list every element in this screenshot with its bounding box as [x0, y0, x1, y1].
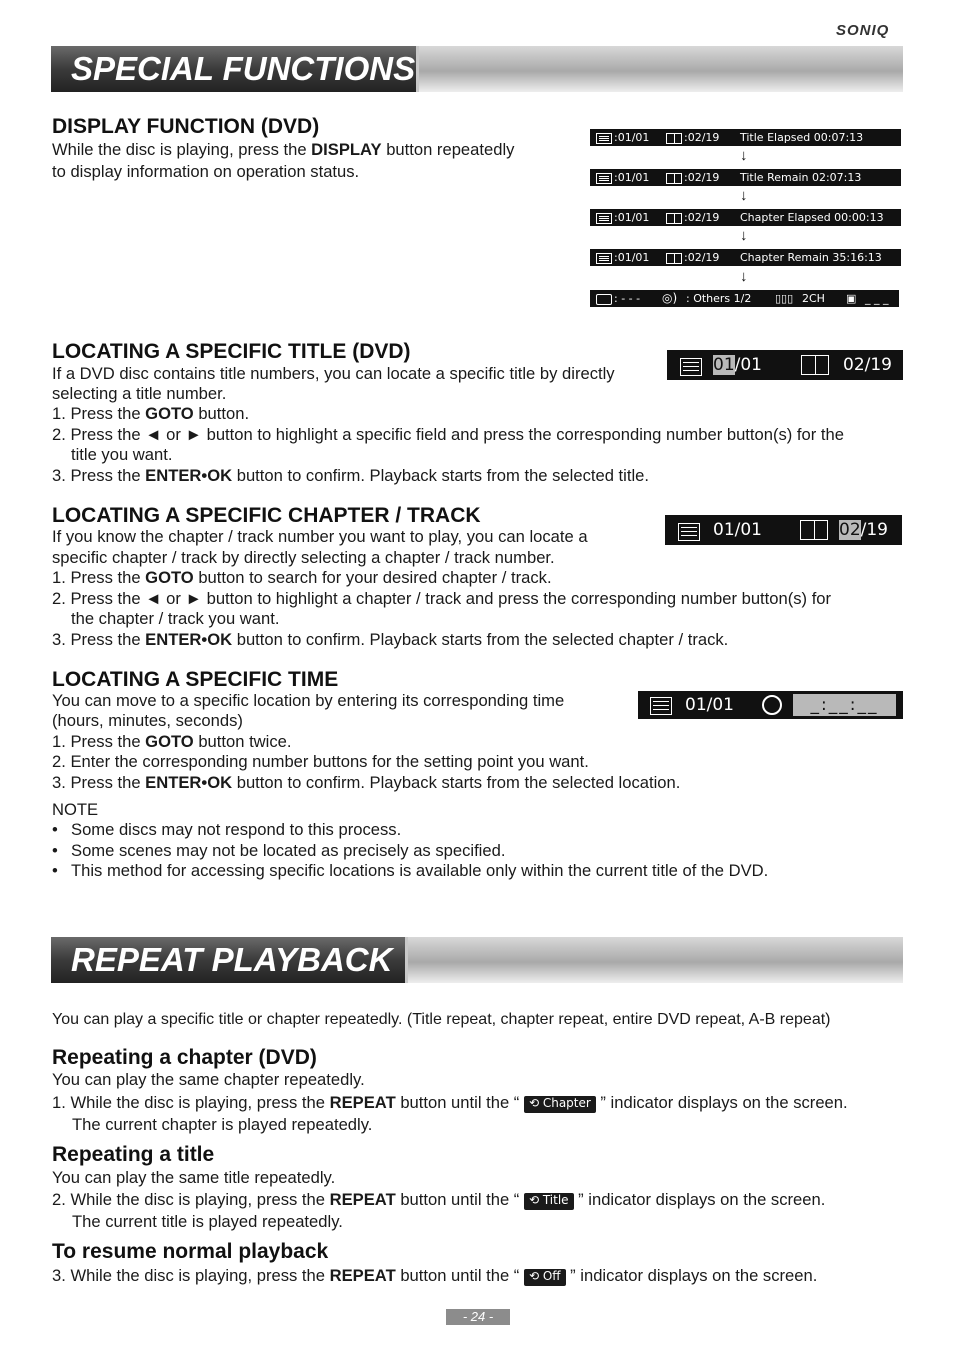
heading-resume-playback: To resume normal playback: [52, 1240, 329, 1263]
heading-repeat-title: Repeating a title: [52, 1143, 215, 1166]
heading-locate-time: LOCATING A SPECIFIC TIME: [52, 668, 339, 691]
time-step-3: 3. Press the ENTER•OK button to confirm. Playback starts from the selected location.: [52, 773, 681, 792]
camera-angle-icon: ▣: [846, 292, 857, 305]
resume-step: 3. While the disc is playing, press the REPEAT button until the “ ⟲ Off ” indicator displays on the screen.: [52, 1266, 818, 1285]
repeat-title-text: You can play the same title repeatedly.: [52, 1168, 336, 1187]
note-item: • This method for accessing specific locations is available only within the current title of the DVD.: [52, 861, 769, 880]
page-number: - 24 -: [446, 1309, 510, 1325]
repeat-chapter-result: The current chapter is played repeatedly.: [72, 1115, 373, 1134]
note-item: • Some scenes may not be located as precisely as specified.: [52, 841, 506, 860]
time-entry-field: _:__:__: [793, 694, 896, 716]
time-intro-2: (hours, minutes, seconds): [52, 711, 243, 730]
osd-chapter-goto: 01/01 02/19: [665, 515, 902, 545]
chapter-book-icon: [666, 133, 682, 144]
repeat-title-indicator: ⟲ Title: [524, 1193, 574, 1210]
repeat-chapter-text: You can play the same chapter repeatedly.: [52, 1070, 365, 1089]
highlighted-field: 01: [713, 355, 735, 375]
repeat-title-step: 2. While the disc is playing, press the REPEAT button until the “ ⟲ Title ” indicator displays on the screen.: [52, 1190, 826, 1209]
highlighted-field: 02: [839, 520, 861, 540]
section-title: REPEAT PLAYBACK: [71, 941, 393, 978]
speaker-icon: ▯▯▯: [775, 292, 794, 305]
time-intro-1: You can move to a specific location by entering its corresponding time: [52, 691, 565, 710]
section-banner-special: [51, 46, 903, 92]
repeat-title-result: The current title is played repeatedly.: [72, 1212, 343, 1231]
chapter-book-icon: [666, 173, 682, 184]
heading-locate-chapter: LOCATING A SPECIFIC CHAPTER / TRACK: [52, 504, 481, 527]
time-step-2: 2. Enter the corresponding number buttons for the setting point you want.: [52, 752, 589, 771]
brand-logo: SONIQ: [836, 22, 890, 39]
repeat-chapter-indicator: ⟲ Chapter: [524, 1096, 596, 1113]
title-step-2: 2. Press the ◄ or ► button to highlight a specific field and press the corresponding number button(s) for the: [52, 425, 844, 444]
down-arrow-icon: ↓: [740, 227, 748, 244]
title-list-icon: [596, 213, 612, 224]
title-list-icon: [650, 697, 672, 715]
title-list-icon: [596, 173, 612, 184]
heading-locate-title: LOCATING A SPECIFIC TITLE (DVD): [52, 340, 411, 363]
repeat-off-indicator: ⟲ Off: [524, 1269, 566, 1286]
time-step-1: 1. Press the GOTO button twice.: [52, 732, 292, 751]
chapter-intro-2: specific chapter / track by directly selecting a chapter / track number.: [52, 548, 555, 567]
down-arrow-icon: ↓: [740, 147, 748, 164]
osd-title-goto: 01/01 02/19: [667, 350, 903, 380]
chapter-step-2: 2. Press the ◄ or ► button to highlight a chapter / track and press the corresponding number button(s) for: [52, 589, 832, 608]
osd-bar-chapter-elapsed: :01/01 :02/19 Chapter Elapsed 00:00:13: [590, 209, 901, 226]
audio-icon: ◎): [662, 291, 678, 305]
repeat-chapter-step: 1. While the disc is playing, press the REPEAT button until the “ ⟲ Chapter ” indicator displays on the screen.: [52, 1093, 848, 1112]
repeat-icon: ⟲: [528, 1096, 539, 1110]
osd-bar-title-elapsed: :01/01 :02/19 Title Elapsed 00:07:13: [590, 129, 901, 146]
title-step-2-cont: title you want.: [71, 445, 173, 464]
chapter-intro-1: If you know the chapter / track number you want to play, you can locate a: [52, 527, 588, 546]
section-title: SPECIAL FUNCTIONS: [71, 50, 416, 87]
repeat-intro: You can play a specific title or chapter repeatedly. (Title repeat, chapter repeat, entire DVD repeat, A-B repeat): [52, 1011, 831, 1028]
display-paragraph-2: to display information on operation status.: [52, 162, 360, 181]
chapter-book-icon: [666, 213, 682, 224]
down-arrow-icon: ↓: [740, 187, 748, 204]
chapter-step-1: 1. Press the GOTO button to search for your desired chapter / track.: [52, 568, 552, 587]
osd-bar-chapter-remain: :01/01 :02/19 Chapter Remain 35:16:13: [590, 249, 901, 266]
repeat-icon: ⟲: [528, 1193, 539, 1207]
title-step-3: 3. Press the ENTER•OK button to confirm. Playback starts from the selected title.: [52, 466, 649, 485]
chapter-step-2-cont: the chapter / track you want.: [71, 609, 280, 628]
title-intro-2: selecting a title number.: [52, 384, 227, 403]
title-intro-1: If a DVD disc contains title numbers, you can locate a specific title by directly: [52, 364, 615, 383]
chapter-step-3: 3. Press the ENTER•OK button to confirm. Playback starts from the selected chapter / track.: [52, 630, 729, 649]
chapter-book-icon: [666, 253, 682, 264]
title-step-1: 1. Press the GOTO button.: [52, 404, 250, 423]
subtitle-icon: [596, 294, 612, 305]
chapter-book-icon: [800, 520, 828, 540]
clock-icon: [762, 695, 782, 715]
title-list-icon: [680, 358, 702, 376]
heading-repeat-chapter: Repeating a chapter (DVD): [52, 1046, 317, 1069]
note-item: • Some discs may not respond to this process.: [52, 820, 402, 839]
display-paragraph: While the disc is playing, press the DISPLAY button repeatedly: [52, 140, 515, 159]
chapter-book-icon: [801, 355, 829, 375]
title-list-icon: [678, 523, 700, 541]
down-arrow-icon: ↓: [740, 268, 748, 285]
note-label: NOTE: [52, 800, 99, 819]
osd-bar-title-remain: :01/01 :02/19 Title Remain 02:07:13: [590, 169, 901, 186]
osd-time-goto: 01/01 _:__:__: [638, 691, 903, 719]
heading-display-function: DISPLAY FUNCTION (DVD): [52, 115, 320, 138]
repeat-icon: ⟲: [528, 1269, 539, 1283]
osd-bar-audio-subtitle: : - - - ◎) : Others 1/2 ▯▯▯ 2CH ▣ _ _ _: [590, 290, 899, 307]
section-banner-repeat: [51, 937, 903, 983]
title-list-icon: [596, 133, 612, 144]
title-list-icon: [596, 253, 612, 264]
